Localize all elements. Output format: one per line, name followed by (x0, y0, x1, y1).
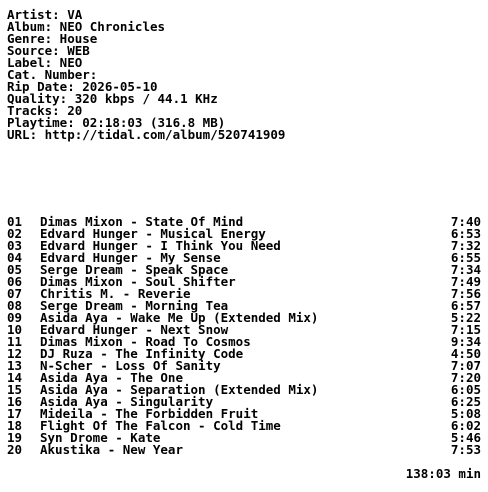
track-duration: 5:22 (450, 310, 481, 325)
track-duration: 6:25 (450, 394, 481, 409)
track-number: 14 (7, 370, 23, 385)
track-number: 08 (7, 298, 23, 313)
track-duration: 4:50 (450, 346, 481, 361)
track-duration: 7:49 (450, 274, 481, 289)
track-title: Dimas Mixon - Soul Shifter (40, 274, 236, 289)
track-title: Syn Drome - Kate (40, 430, 161, 445)
cat-number-line: Cat. Number: (7, 67, 98, 82)
track-number: 04 (7, 250, 23, 265)
track-title: Edvard Hunger - I Think You Need (40, 238, 281, 253)
track-number: 09 (7, 310, 23, 325)
track-number: 12 (7, 346, 23, 361)
track-duration: 7:32 (450, 238, 481, 253)
track-title: Edvard Hunger - My Sense (40, 250, 221, 265)
track-title: Akustika - New Year (40, 442, 183, 457)
album-line: Album: NEO Chronicles (7, 19, 166, 34)
track-duration: 6:02 (450, 418, 481, 433)
track-duration: 7:40 (450, 214, 481, 229)
url-line: URL: http://tidal.com/album/520741909 (7, 127, 286, 142)
track-number: 18 (7, 418, 23, 433)
track-duration: 7:56 (450, 286, 481, 301)
track-title: Dimas Mixon - Road To Cosmos (40, 334, 251, 349)
track-number: 13 (7, 358, 23, 373)
track-number: 01 (7, 214, 23, 229)
release-metadata (7, 9, 481, 141)
track-title: Asida Aya - Separation (Extended Mix) (40, 382, 319, 397)
track-title: Asida Aya - Wake Me Up (Extended Mix) (40, 310, 319, 325)
track-duration: 7:20 (450, 370, 481, 385)
genre-line: Genre: House (7, 31, 98, 46)
track-number: 05 (7, 262, 23, 277)
track-title: Mideila - The Forbidden Fruit (40, 406, 259, 421)
track-duration: 7:34 (450, 262, 481, 277)
track-duration: 7:15 (450, 322, 481, 337)
track-duration: 7:53 (450, 442, 481, 457)
playtime-line: Playtime: 02:18:03 (316.8 MB) (7, 115, 226, 130)
track-duration: 5:46 (450, 430, 481, 445)
track-title: Edvard Hunger - Next Snow (40, 322, 229, 337)
track-number: 10 (7, 322, 23, 337)
track-duration: 9:34 (450, 334, 481, 349)
tracklist (7, 216, 481, 456)
total-duration: 138:03 min (405, 466, 481, 481)
track-number: 17 (7, 406, 23, 421)
track-number: 07 (7, 286, 23, 301)
track-number: 03 (7, 238, 23, 253)
track-title: Dimas Mixon - State Of Mind (40, 214, 244, 229)
track-duration: 6:05 (450, 382, 481, 397)
artist-line: Artist: VA (7, 7, 83, 22)
track-title: Asida Aya - The One (40, 370, 183, 385)
label-line: Label: NEO (7, 55, 83, 70)
track-number: 15 (7, 382, 23, 397)
track-title: Serge Dream - Morning Tea (40, 298, 229, 313)
track-title: Asida Aya - Singularity (40, 394, 214, 409)
track-number: 11 (7, 334, 23, 349)
track-number: 02 (7, 226, 23, 241)
track-row (7, 444, 481, 456)
track-title: Serge Dream - Speak Space (40, 262, 229, 277)
quality-line: Quality: 320 kbps / 44.1 KHz (7, 91, 218, 106)
track-title: Chritis M. - Reverie (40, 286, 191, 301)
track-number: 16 (7, 394, 23, 409)
track-title: DJ Ruza - The Infinity Code (40, 346, 244, 361)
source-line: Source: WEB (7, 43, 90, 58)
track-duration: 6:57 (450, 298, 481, 313)
track-duration: 6:55 (450, 250, 481, 265)
track-duration: 7:07 (450, 358, 481, 373)
track-title: Edvard Hunger - Musical Energy (40, 226, 266, 241)
track-number: 20 (7, 442, 23, 457)
track-number: 06 (7, 274, 23, 289)
track-title: Flight Of The Falcon - Cold Time (40, 418, 281, 433)
track-title: N-Scher - Loss Of Sanity (40, 358, 221, 373)
track-number: 19 (7, 430, 23, 445)
rip-date-line: Rip Date: 2026-05-10 (7, 79, 158, 94)
track-duration: 5:08 (450, 406, 481, 421)
tracks-count-line: Tracks: 20 (7, 103, 83, 118)
track-duration: 6:53 (450, 226, 481, 241)
